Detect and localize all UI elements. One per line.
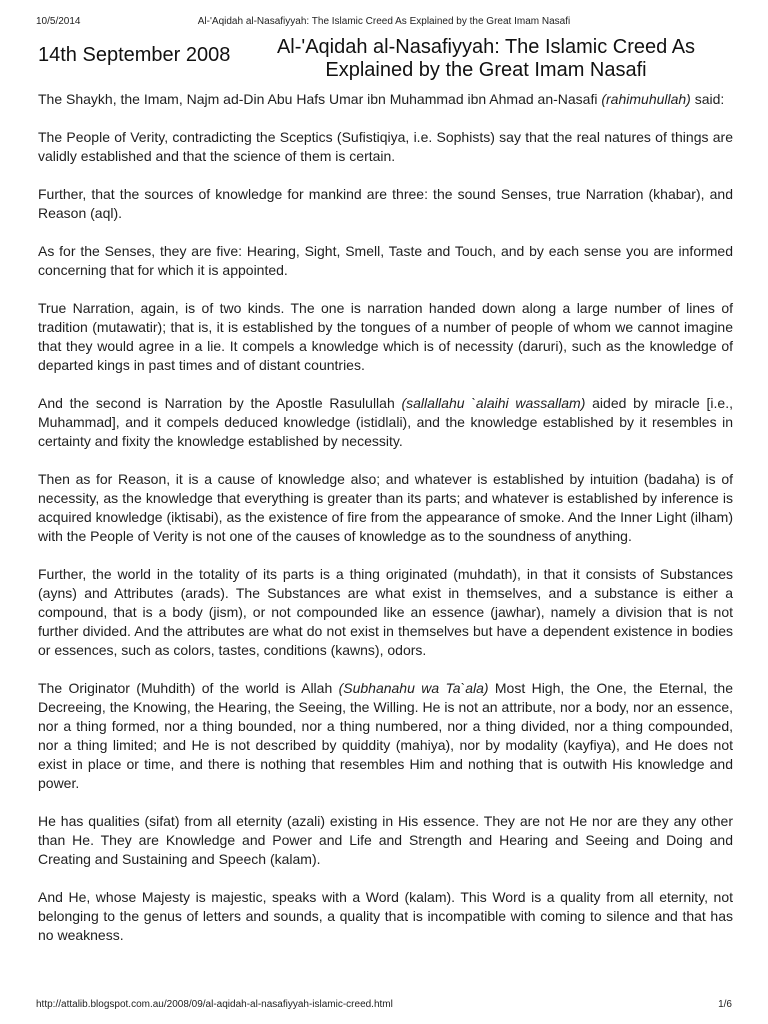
page-number: 1/6 xyxy=(718,999,732,1010)
paragraph: The Originator (Muhdith) of the world is Allah (Subhanahu wa Ta`ala) Most High, the One, the Eternal, the Decreeing, the Knowing, the Hearing, the Seeing, the Willing. He is not an attribute, nor a body, nor an essence, nor a thing formed, nor a thing bounded, nor a thing numbered, nor a thing divided, nor a thing compounded, nor a thing limited; and He is not described by quiddity (mahiya), nor by modality (kayfiya), and He does not exist in place or time, and there is nothing that resembles Him and nothing that is outwith His knowledge and power. xyxy=(38,680,734,791)
paragraph: And the second is Narration by the Apostle Rasulullah (sallallahu `alaihi wassallam) aided by miracle [i.e., Muhammad], and it compels deduced knowledge (istidlali), and the knowledge established by it resembles in certainty and fixity the knowledge established by necessity. xyxy=(38,395,733,449)
paragraph: And He, whose Majesty is majestic, speaks with a Word (kalam). This Word is a quality from all eternity, not belonging to the genus of letters and sounds, a quality that is incompatible with coming to silence and that has no weakness. xyxy=(38,889,733,943)
paragraph: As for the Senses, they are five: Hearing, Sight, Smell, Taste and Touch, and by each sense you are informed concerning that for which it is appointed. xyxy=(38,243,733,278)
article-body xyxy=(38,90,733,964)
paragraph: Then as for Reason, it is a cause of knowledge also; and whatever is established by intuition (badaha) is of necessity, as the knowledge that everything is greater than its parts; and whatever is established by inference is acquired knowledge (iktisabi), as the existence of fire from the appearance of smoke. And the Inner Light (ilham) with the People of Verity is not one of the causes of knowledge as to the soundness of anything. xyxy=(38,471,733,544)
paragraph: The People of Verity, contradicting the Sceptics (Sufistiqiya, i.e. Sophists) say that the real natures of things are validly established and that the science of them is certain. xyxy=(38,129,733,164)
paragraph: True Narration, again, is of two kinds. The one is narration handed down along a large number of lines of tradition (mutawatir); that is, it is established by the tongues of a number of people of whom we cannot imagine that they would agree in a lie. It compels a knowledge which is of necessity (daruri), such as the knowledge of departed kings in past times and of distant countries. xyxy=(38,300,733,373)
paragraph: Further, the world in the totality of its parts is a thing originated (muhdath), in that it consists of Substances (ayns) and Attributes (arads). The Substances are what exist in themselves, and a substance is either a compound, that is a body (jism), or not compounded like an essence (jawhar), namely a division that is not further divided. And the attributes are what do not exist in themselves but have a dependent existence in bodies or essences, such as colors, tastes, conditions (kawns), odors. xyxy=(38,566,733,658)
post-title: Al-'Aqidah al-Nasafiyyah: The Islamic Creed As Explained by the Great Imam Nasafi xyxy=(276,36,696,81)
paragraph: The Shaykh, the Imam, Najm ad-Din Abu Hafs Umar ibn Muhammad ibn Ahmad an-Nasafi (rahimuhullah) said: xyxy=(38,91,725,107)
paragraph: He has qualities (sifat) from all eternity (azali) existing in His essence. They are not He nor are they any other than He. They are Knowledge and Power and Life and Strength and Hearing and Seeing and Doing and Creating and Sustaining and Speech (kalam). xyxy=(38,813,733,867)
print-date: 10/5/2014 xyxy=(36,16,81,27)
paragraph: Further, that the sources of knowledge for mankind are three: the sound Senses, true Narration (khabar), and Reason (aql). xyxy=(38,186,733,221)
post-date: 14th September 2008 xyxy=(38,44,231,66)
print-page-title: Al-'Aqidah al-Nasafiyyah: The Islamic Creed As Explained by the Great Imam Nasafi xyxy=(197,16,571,27)
page-url: http://attalib.blogspot.com.au/2008/09/al-aqidah-al-nasafiyyah-islamic-creed.html xyxy=(36,999,393,1010)
